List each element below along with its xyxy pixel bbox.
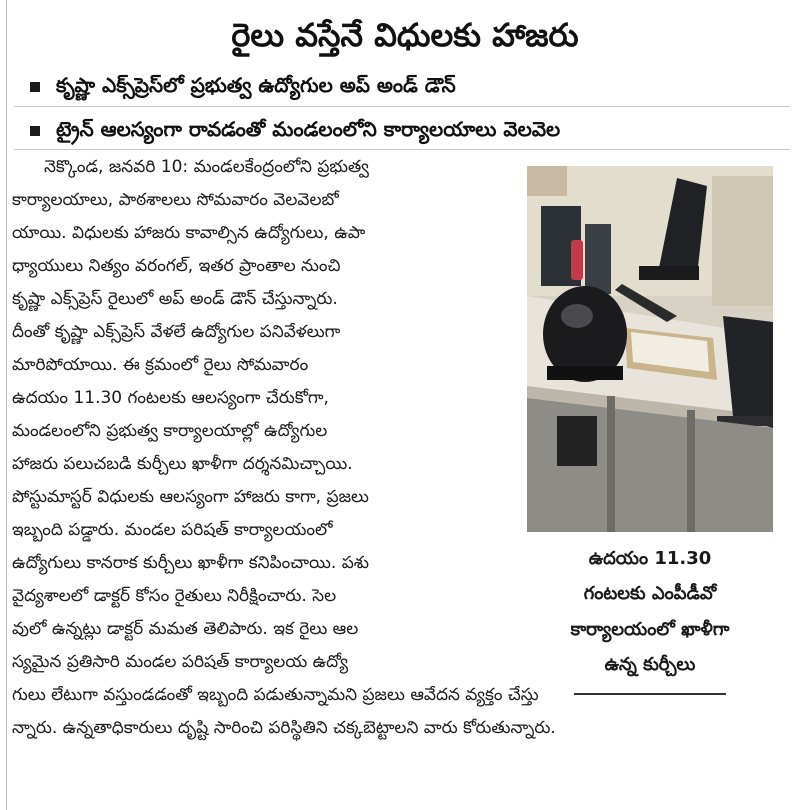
body-line: మారిపోయాయి. ఈ క్రమంలో రైలు సోమవారం [12,355,309,375]
photo-caption-line: గంటలకు ఎంపీడీవో [583,583,717,604]
bullet-square-icon [30,126,40,136]
body-line: పోస్టుమాస్టర్ విధులకు ఆలస్యంగా హాజరు కాగా, ప్రజలు [12,487,369,507]
office-chairs-image [527,166,773,532]
office-photo [527,166,773,532]
body-line: మండలంలోని ప్రభుత్వ కార్యాలయాల్లో ఉద్యోగుల [12,421,328,441]
photo-caption-line: ఉదయం 11.30 [588,548,712,569]
bullet-text: ట్రైన్ ఆలస్యంగా రావడంతో మండలంలోని కార్యాలయాలు వెలవెల [56,116,561,141]
body-line: నెక్కొండ, జనవరి 10: మండలకేంద్రంలోని ప్రభుత్వ [44,157,369,177]
body-line: వైద్యశాలలో డాక్టర్ కోసం రైతులు నిరీక్షించారు. సెల [12,586,337,606]
body-line: గులు లేటుగా వస్తుండడంతో ఇబ్బంది పడుతున్నామని ప్రజలు ఆవేదన వ్యక్తం చేస్తు [12,685,539,705]
caption-underline [574,693,726,695]
body-line: స్యమైన ప్రతిసారి మండల పరిషత్ కార్యాలయ ఉద్యో [12,652,348,672]
body-line: దీంతో కృష్ణా ఎక్స్‌ప్రెస్ వేళలే ఉద్యోగుల పనివేళలుగా [12,322,341,342]
body-line: ఇబ్బంది పడ్డారు. మండల పరిషత్ కార్యాలయంలో [12,520,333,540]
column-rule [6,0,7,810]
divider [14,149,790,150]
photo-caption-line: ఉన్న కుర్చీలు [604,654,696,675]
bullet-text: కృష్ణా ఎక్స్‌ప్రెస్‌లో ప్రభుత్వ ఉద్యోగుల అప్ అండ్ డౌన్ [56,72,456,97]
body-line: ధ్యాయులు నిత్యం వరంగల్, ఇతర ప్రాంతాల నుంచి [12,256,341,276]
bullet-point-1 [30,71,790,103]
body-line: వులో ఉన్నట్లు డాక్టర్ మమత తెలిపారు. ఇక రైలు ఆల [12,619,359,639]
body-line: ఉద్యోగులు కానరాక కుర్చీలు ఖాళీగా కనిపించాయి. పశు [12,553,370,573]
body-line: కృష్ణా ఎక్స్‌ప్రెస్ రైలులో అప్ అండ్ డౌన్ చేస్తున్నారు. [12,289,338,309]
body-line: హాజరు పలుచబడి కుర్చీలు ఖాళీగా దర్శనమిచ్చాయి. [12,454,353,474]
photo-caption-line: కార్యాలయంలో ఖాళీగా [570,619,730,640]
body-line: ఉదయం 11.30 గంటలకు ఆలస్యంగా చేరుకోగా, [12,388,329,408]
bullet-point-2 [30,115,790,147]
headline: రైలు వస్తేనే విధులకు హాజరు [231,16,579,54]
body-line: కార్యాలయాలు, పాఠశాలలు సోమవారం వెలవెలబో [12,190,339,210]
body-line: న్నారు. ఉన్నతాధికారులు దృష్టి సారించి పరిస్థితిని చక్కబెట్టాలని వారు కోరుతున్నారు. [12,718,556,738]
body-line: యాయి. విధులకు హాజరు కావాల్సిన ఉద్యోగులు, ఉపా [12,223,366,243]
divider [14,106,790,107]
bullet-square-icon [30,82,40,92]
